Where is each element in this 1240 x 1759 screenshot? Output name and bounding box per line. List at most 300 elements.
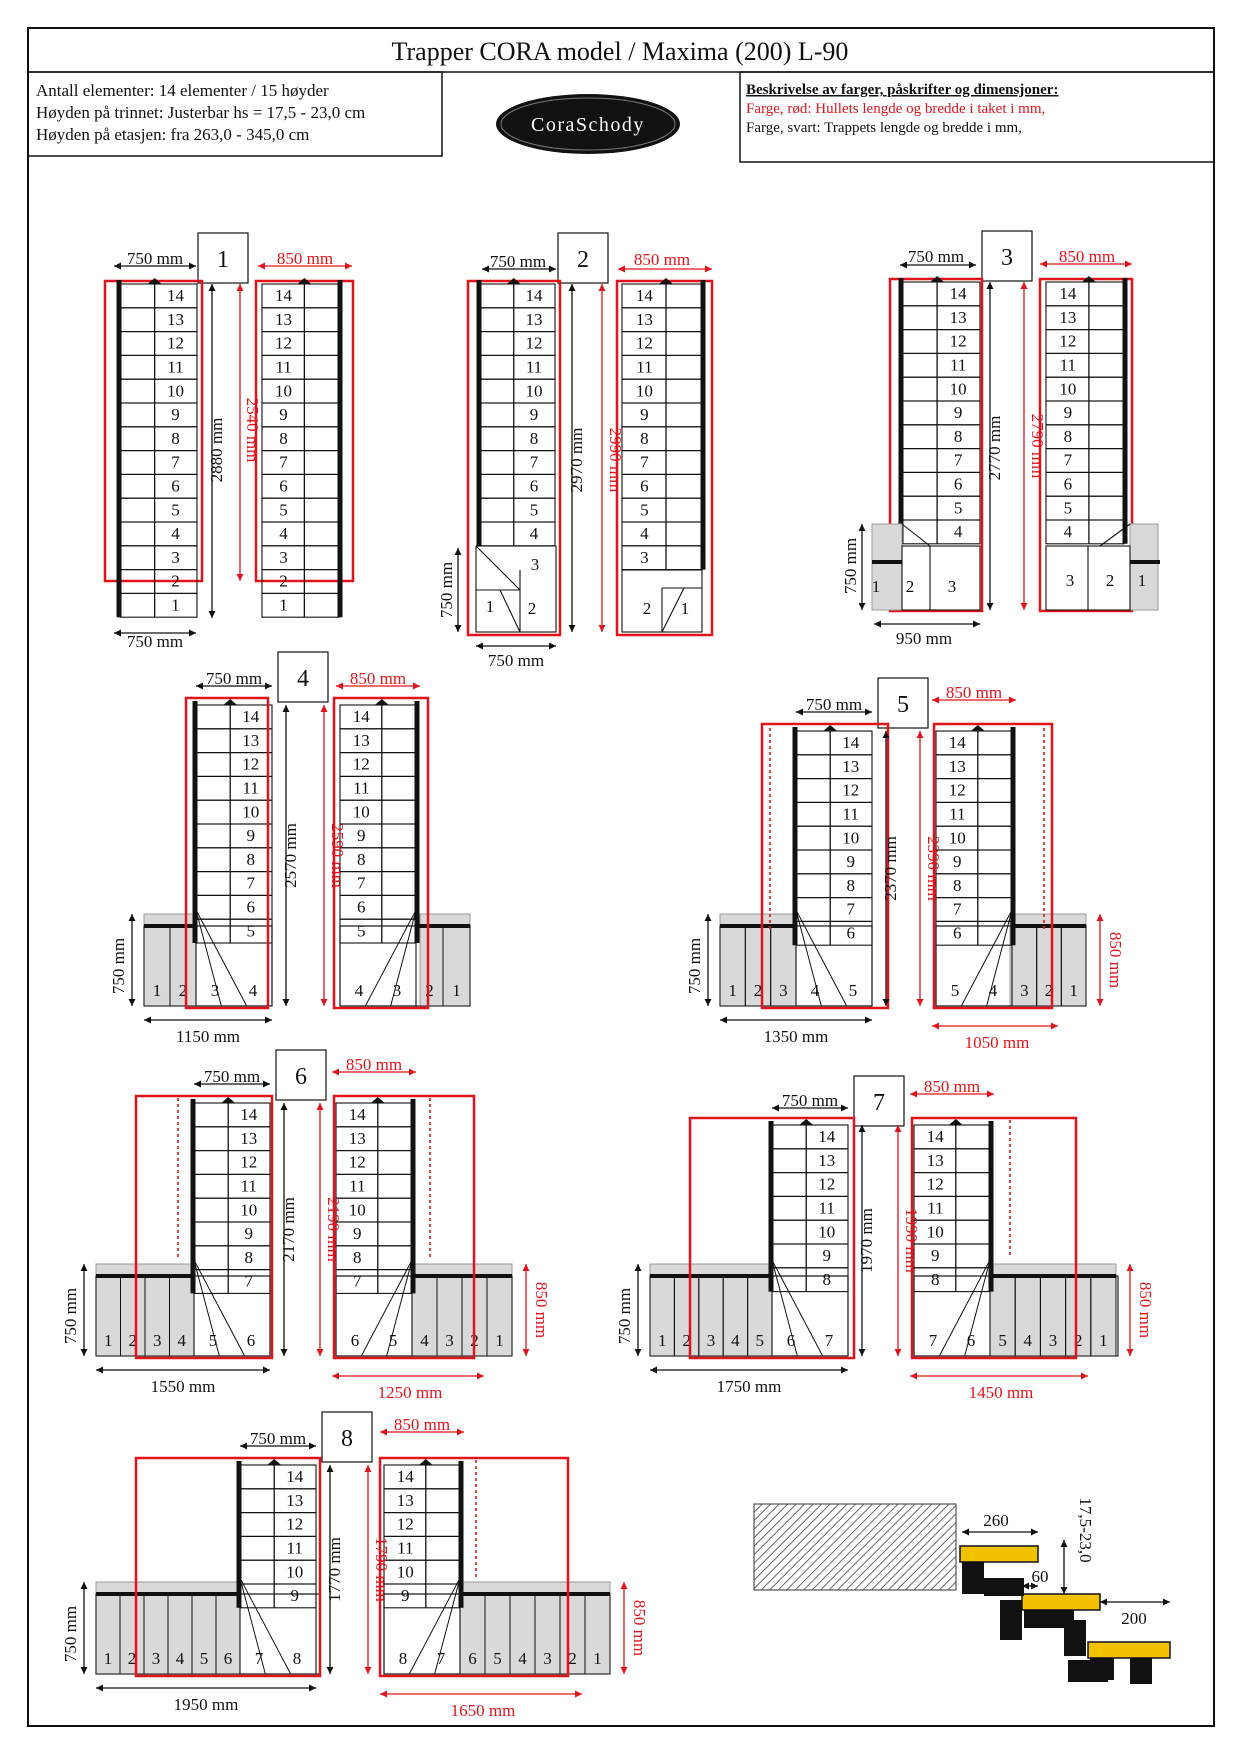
step-number: 3	[279, 547, 288, 567]
winder-line	[961, 910, 1012, 1006]
step-number: 10	[240, 1200, 258, 1220]
tread	[936, 755, 1012, 779]
side-750-label: 750 mm	[61, 1287, 80, 1345]
arrow-head	[635, 1349, 642, 1356]
step-number: 7	[824, 1331, 834, 1350]
step-number: 5	[208, 1331, 218, 1350]
step-number: 10	[818, 1222, 836, 1242]
step-number: 13	[948, 756, 966, 776]
hole-width-label: 850 mm	[276, 249, 334, 268]
step-number: 12	[525, 333, 543, 353]
hole-length-label: 2590 mm	[328, 823, 347, 888]
arrow-head	[523, 1349, 530, 1356]
step-number: 13	[396, 1490, 414, 1510]
page-title: Trapper CORA model / Maxima (200) L-90	[391, 37, 849, 66]
step-number: 14	[842, 733, 860, 753]
variant-number: 8	[341, 1426, 353, 1452]
top-arrow	[823, 725, 837, 731]
top-width-label: 750 mm	[489, 252, 547, 271]
tread	[194, 1222, 270, 1246]
step-number: 3	[171, 547, 180, 567]
tread	[1046, 377, 1124, 401]
tread	[622, 403, 702, 427]
tread	[480, 427, 555, 451]
step-number: 3	[640, 547, 649, 567]
tread	[120, 451, 197, 475]
arrow-head	[969, 262, 976, 269]
step-number: 11	[286, 1538, 303, 1558]
step-number: 13	[525, 309, 543, 329]
tread	[262, 284, 339, 308]
step-number: 9	[846, 852, 855, 872]
step-number: 7	[254, 1649, 264, 1668]
hole-width-label: 850 mm	[633, 250, 691, 269]
step-number: 7	[953, 450, 963, 470]
step-number: 9	[357, 826, 366, 846]
stair-length-label: 2370 mm	[881, 836, 900, 901]
tread	[480, 474, 555, 498]
step-number: 14	[525, 286, 543, 306]
step-number: 2	[527, 599, 537, 618]
arrow-head	[917, 999, 924, 1006]
tread	[262, 451, 339, 475]
step-number: 2	[1044, 981, 1054, 1000]
step-number: 1	[1069, 981, 1078, 1000]
step-number: 12	[348, 1152, 366, 1172]
step-number: 11	[842, 804, 859, 824]
variant-7	[615, 1076, 1155, 1402]
step-number: 8	[279, 428, 288, 448]
step-number: 8	[640, 428, 649, 448]
tread	[936, 850, 1012, 874]
arrow-head	[455, 625, 462, 632]
winder-line	[476, 546, 520, 590]
arrow-head	[281, 1349, 288, 1356]
tread	[340, 753, 416, 777]
arrow-head	[365, 1465, 372, 1472]
arrow-head	[621, 1667, 628, 1674]
step-number: 4	[953, 522, 963, 542]
hole-length-label: 2540 mm	[243, 397, 262, 463]
step-number: 8	[1063, 426, 1073, 446]
step-number: 14	[635, 286, 653, 306]
detail-tread-label: 260	[983, 1511, 1009, 1530]
landing-fill	[1130, 524, 1158, 610]
step-number: 11	[353, 778, 370, 798]
arrow-head	[932, 1023, 939, 1030]
tread	[902, 353, 980, 377]
side-850-label: 850 mm	[630, 1599, 649, 1657]
arrow-head	[705, 999, 712, 1006]
tread	[622, 284, 702, 308]
step-number: 5	[529, 500, 539, 520]
step-number: 1	[152, 981, 162, 1000]
step-number: 4	[171, 524, 180, 544]
tread	[622, 355, 702, 379]
tread	[914, 1244, 990, 1268]
step-number: 6	[953, 474, 963, 494]
tread	[914, 1220, 990, 1244]
stair-length-label: 2880 mm	[207, 417, 226, 483]
step-number: 6	[1063, 474, 1073, 494]
step-number: 14	[949, 284, 967, 304]
legend-title: Beskrivelse av farger, påskrifter og dimensjoner:	[746, 82, 1059, 98]
step-number: 13	[286, 1490, 304, 1510]
top-width-label: 750 mm	[205, 669, 263, 688]
step-number: 1	[104, 1331, 113, 1350]
hole-length-label: 1790 mm	[372, 1537, 391, 1602]
arrow-head	[482, 266, 489, 273]
tread	[336, 1127, 412, 1151]
stair-length-label: 2770 mm	[985, 415, 1004, 481]
winder-line	[240, 1578, 291, 1674]
tread	[1046, 449, 1124, 473]
tread	[772, 1149, 848, 1173]
arrow-head	[332, 1373, 339, 1380]
variant-6	[61, 1050, 551, 1402]
step-number: 8	[931, 1269, 940, 1289]
arrow-head	[281, 1103, 288, 1110]
tread	[622, 498, 702, 522]
arrow-head	[380, 1691, 387, 1698]
step-number: 2	[682, 1331, 691, 1350]
step-number: 1	[680, 599, 690, 618]
detail-run-label: 200	[1121, 1609, 1147, 1628]
tread	[1046, 353, 1124, 377]
bottom-width-label: 750 mm	[126, 632, 184, 651]
hole-width-label: 850 mm	[349, 669, 407, 688]
step-number: 6	[966, 1331, 976, 1350]
hole-length-label: 2990 mm	[606, 427, 625, 493]
step-number: 14	[926, 1127, 944, 1147]
step-number: 1	[171, 595, 180, 615]
tread	[340, 729, 416, 753]
winder-box	[914, 1276, 990, 1356]
step-number: 10	[286, 1562, 304, 1582]
step-number: 10	[525, 381, 543, 401]
tread	[480, 284, 555, 308]
top-width-label: 750 mm	[203, 1067, 261, 1086]
tread	[914, 1149, 990, 1173]
arrow-head	[987, 282, 994, 289]
hole-bottom-label: 1450 mm	[968, 1383, 1034, 1402]
step-number: 7	[279, 452, 288, 472]
arrow-head	[321, 999, 328, 1006]
variant-5	[685, 678, 1125, 1052]
arrow-head	[258, 263, 265, 270]
arrow-head	[380, 1429, 387, 1436]
step-number: 8	[292, 1649, 302, 1668]
tread	[796, 826, 872, 850]
variant-number: 4	[297, 666, 309, 692]
hole-bottom-label: 1050 mm	[964, 1033, 1030, 1052]
tread	[194, 1127, 270, 1151]
tread	[772, 1196, 848, 1220]
stair-length-label: 1970 mm	[857, 1208, 876, 1273]
tread	[196, 776, 272, 800]
step-number: 8	[529, 428, 539, 448]
tread	[340, 872, 416, 896]
tread	[936, 731, 1012, 755]
tread	[480, 332, 555, 356]
arrow-head	[1031, 1529, 1038, 1536]
tread	[340, 824, 416, 848]
hole-outline	[617, 281, 712, 635]
tread	[622, 379, 702, 403]
tread	[240, 1584, 316, 1608]
arrow-head	[81, 1582, 88, 1589]
arrow-head	[283, 705, 290, 712]
arrow-head	[240, 1443, 247, 1450]
legend-black: Farge, svart: Trappets lengde og bredde i mm,	[746, 120, 1022, 136]
step-number: 3	[947, 577, 957, 596]
tread	[194, 1151, 270, 1175]
hole-length-label: 1990 mm	[902, 1208, 921, 1273]
stair-length-label: 1770 mm	[325, 1537, 344, 1602]
tread	[796, 755, 872, 779]
step-number: 8	[353, 1247, 362, 1267]
arrow-head	[81, 1264, 88, 1271]
arrow-head	[910, 1091, 917, 1098]
tread	[120, 427, 197, 451]
top-arrow	[371, 1097, 385, 1103]
arrow-head	[327, 1465, 334, 1472]
step-number: 4	[640, 524, 649, 544]
tread	[120, 403, 197, 427]
variant-number: 7	[873, 1090, 885, 1116]
step-number: 9	[1063, 403, 1073, 423]
step-number: 7	[928, 1331, 938, 1350]
step-number: 10	[352, 802, 370, 822]
step-number: 3	[1048, 1331, 1058, 1350]
arrow-head	[962, 1529, 969, 1536]
arrow-head	[476, 643, 483, 650]
step-number: 10	[242, 802, 260, 822]
step-number: 9	[246, 826, 255, 846]
step-number: 14	[240, 1105, 258, 1125]
tread	[1046, 496, 1124, 520]
step-number: 12	[286, 1514, 304, 1534]
arrow-head	[477, 1373, 484, 1380]
step-number: 2	[171, 571, 180, 591]
step-tread	[960, 1546, 1038, 1562]
step-number: 12	[948, 780, 966, 800]
step-number: 3	[153, 1331, 162, 1350]
step-number: 6	[640, 476, 649, 496]
arrow-head	[621, 1582, 628, 1589]
top-arrow	[267, 1459, 281, 1465]
tread	[936, 826, 1012, 850]
arrow-head	[189, 630, 196, 637]
top-width-label: 750 mm	[781, 1091, 839, 1110]
side-750-label: 750 mm	[437, 561, 456, 619]
tread	[240, 1465, 316, 1489]
top-width-label: 750 mm	[907, 247, 965, 266]
step-number: 9	[353, 1224, 362, 1244]
bottom-width-label: 1350 mm	[763, 1027, 829, 1046]
side-850-label: 850 mm	[1136, 1281, 1155, 1339]
step-number: 8	[246, 849, 255, 869]
step-number: 4	[1023, 1331, 1033, 1350]
top-width-label: 750 mm	[249, 1429, 307, 1448]
step-number: 14	[1059, 284, 1077, 304]
step-number: 5	[357, 921, 366, 941]
arrow-head	[365, 1667, 372, 1674]
arrow-head	[265, 1017, 272, 1024]
step-number: 10	[166, 381, 184, 401]
arrow-head	[1097, 914, 1104, 921]
bottom-width-label: 1150 mm	[175, 1027, 241, 1046]
step-number: 1	[1099, 1331, 1108, 1350]
tread	[914, 1125, 990, 1149]
step-number: 1	[495, 1331, 504, 1350]
tread	[936, 898, 1012, 922]
winder-line	[902, 524, 930, 546]
step-number: 8	[357, 849, 366, 869]
arrow-head	[209, 611, 216, 618]
tread	[914, 1173, 990, 1197]
step-number: 12	[949, 331, 967, 351]
arrow-head	[900, 262, 907, 269]
step-number: 13	[352, 730, 370, 750]
arrow-head	[1051, 1023, 1058, 1030]
hole-outline	[1040, 279, 1132, 611]
detail-overlap-label: 60	[1031, 1567, 1049, 1586]
step-number: 12	[352, 754, 370, 774]
tread	[480, 403, 555, 427]
step-number: 7	[171, 452, 180, 472]
arrow-head	[569, 625, 576, 632]
arrow-head	[1100, 1599, 1107, 1606]
slab-section	[754, 1504, 956, 1590]
step-number: 11	[167, 357, 184, 377]
tread	[196, 824, 272, 848]
winder-line	[500, 590, 520, 632]
arrow-head	[96, 1367, 103, 1374]
bottom-width-label: 1750 mm	[716, 1377, 782, 1396]
step-number: 11	[525, 357, 543, 377]
step-number: 14	[348, 1105, 366, 1125]
step-number: 9	[401, 1586, 410, 1606]
step-number: 13	[275, 309, 293, 329]
step-number: 3	[210, 981, 220, 1000]
step-number: 6	[953, 923, 962, 943]
step-number: 2	[178, 981, 188, 1000]
step-number: 11	[397, 1538, 414, 1558]
step-number: 6	[246, 897, 255, 917]
arrow-head	[635, 1264, 642, 1271]
step-number: 5	[388, 1331, 398, 1350]
step-number: 9	[244, 1224, 253, 1244]
arrow-head	[309, 1443, 316, 1450]
hole-outline	[334, 698, 428, 1008]
tread	[120, 284, 197, 308]
step-number: 10	[842, 828, 860, 848]
tread	[384, 1584, 460, 1608]
step-number: 2	[425, 981, 434, 1000]
tread	[796, 921, 872, 945]
arrow-head	[327, 1667, 334, 1674]
tread	[1046, 282, 1124, 306]
tread	[120, 498, 197, 522]
stair-variants	[61, 231, 1160, 1720]
step-number: 3	[1065, 571, 1075, 590]
step-number: 2	[128, 1331, 137, 1350]
arrow-head	[549, 643, 556, 650]
step-number: 8	[846, 875, 855, 895]
step-number: 2	[1073, 1331, 1083, 1350]
tread	[796, 802, 872, 826]
arrow-head	[796, 709, 803, 716]
step-number: 13	[1059, 307, 1077, 327]
step-number: 12	[275, 333, 293, 353]
step-number: 12	[242, 754, 260, 774]
tread	[340, 800, 416, 824]
tread	[902, 496, 980, 520]
arrow-head	[910, 1373, 917, 1380]
tread	[384, 1536, 460, 1560]
hole-outline	[890, 279, 982, 611]
step-number: 2	[279, 571, 288, 591]
tread	[936, 802, 1012, 826]
step-number: 13	[949, 307, 967, 327]
tread	[480, 522, 555, 546]
tread	[120, 474, 197, 498]
step-number: 14	[396, 1467, 414, 1487]
step-block	[1064, 1620, 1086, 1656]
step-number: 4	[529, 524, 539, 544]
step-number: 12	[166, 333, 184, 353]
step-number: 10	[396, 1562, 414, 1582]
tread	[796, 850, 872, 874]
tread	[384, 1560, 460, 1584]
top-arrow	[221, 1097, 235, 1103]
tread	[384, 1465, 460, 1489]
stair-length-label: 2170 mm	[279, 1197, 298, 1262]
step-number: 3	[445, 1331, 454, 1350]
arrow-head	[332, 1069, 339, 1076]
step-number: 14	[818, 1127, 836, 1147]
tread	[262, 498, 339, 522]
arrow-head	[895, 1349, 902, 1356]
step-number: 5	[246, 921, 255, 941]
top-arrow	[949, 1119, 963, 1125]
tread	[936, 779, 1012, 803]
top-width-label: 750 mm	[126, 249, 184, 268]
tread	[772, 1268, 848, 1292]
arrow-head	[1009, 697, 1016, 704]
tread	[196, 895, 272, 919]
winder-line	[361, 1260, 412, 1356]
step-tread	[1088, 1642, 1170, 1658]
step-block	[984, 1578, 1024, 1596]
tread	[622, 546, 702, 570]
info-line-3: Høyden på etasjen: fra 263,0 - 345,0 cm	[36, 125, 310, 144]
step-number: 10	[948, 828, 966, 848]
hole-bottom-label: 1250 mm	[377, 1383, 443, 1402]
step-number: 9	[931, 1246, 940, 1266]
bottom-width-label: 950 mm	[895, 629, 953, 648]
winder-box	[340, 926, 416, 1006]
step-number: 11	[949, 804, 966, 824]
step-number: 14	[948, 733, 966, 753]
winder-line	[194, 1260, 245, 1356]
arrow-head	[129, 999, 136, 1006]
info-line-2: Høyden på trinnet: Justerbar hs = 17,5 - 23,0 cm	[36, 103, 366, 122]
arrow-head	[1127, 1349, 1134, 1356]
step-number: 11	[818, 1198, 835, 1218]
step-number: 11	[349, 1176, 366, 1196]
